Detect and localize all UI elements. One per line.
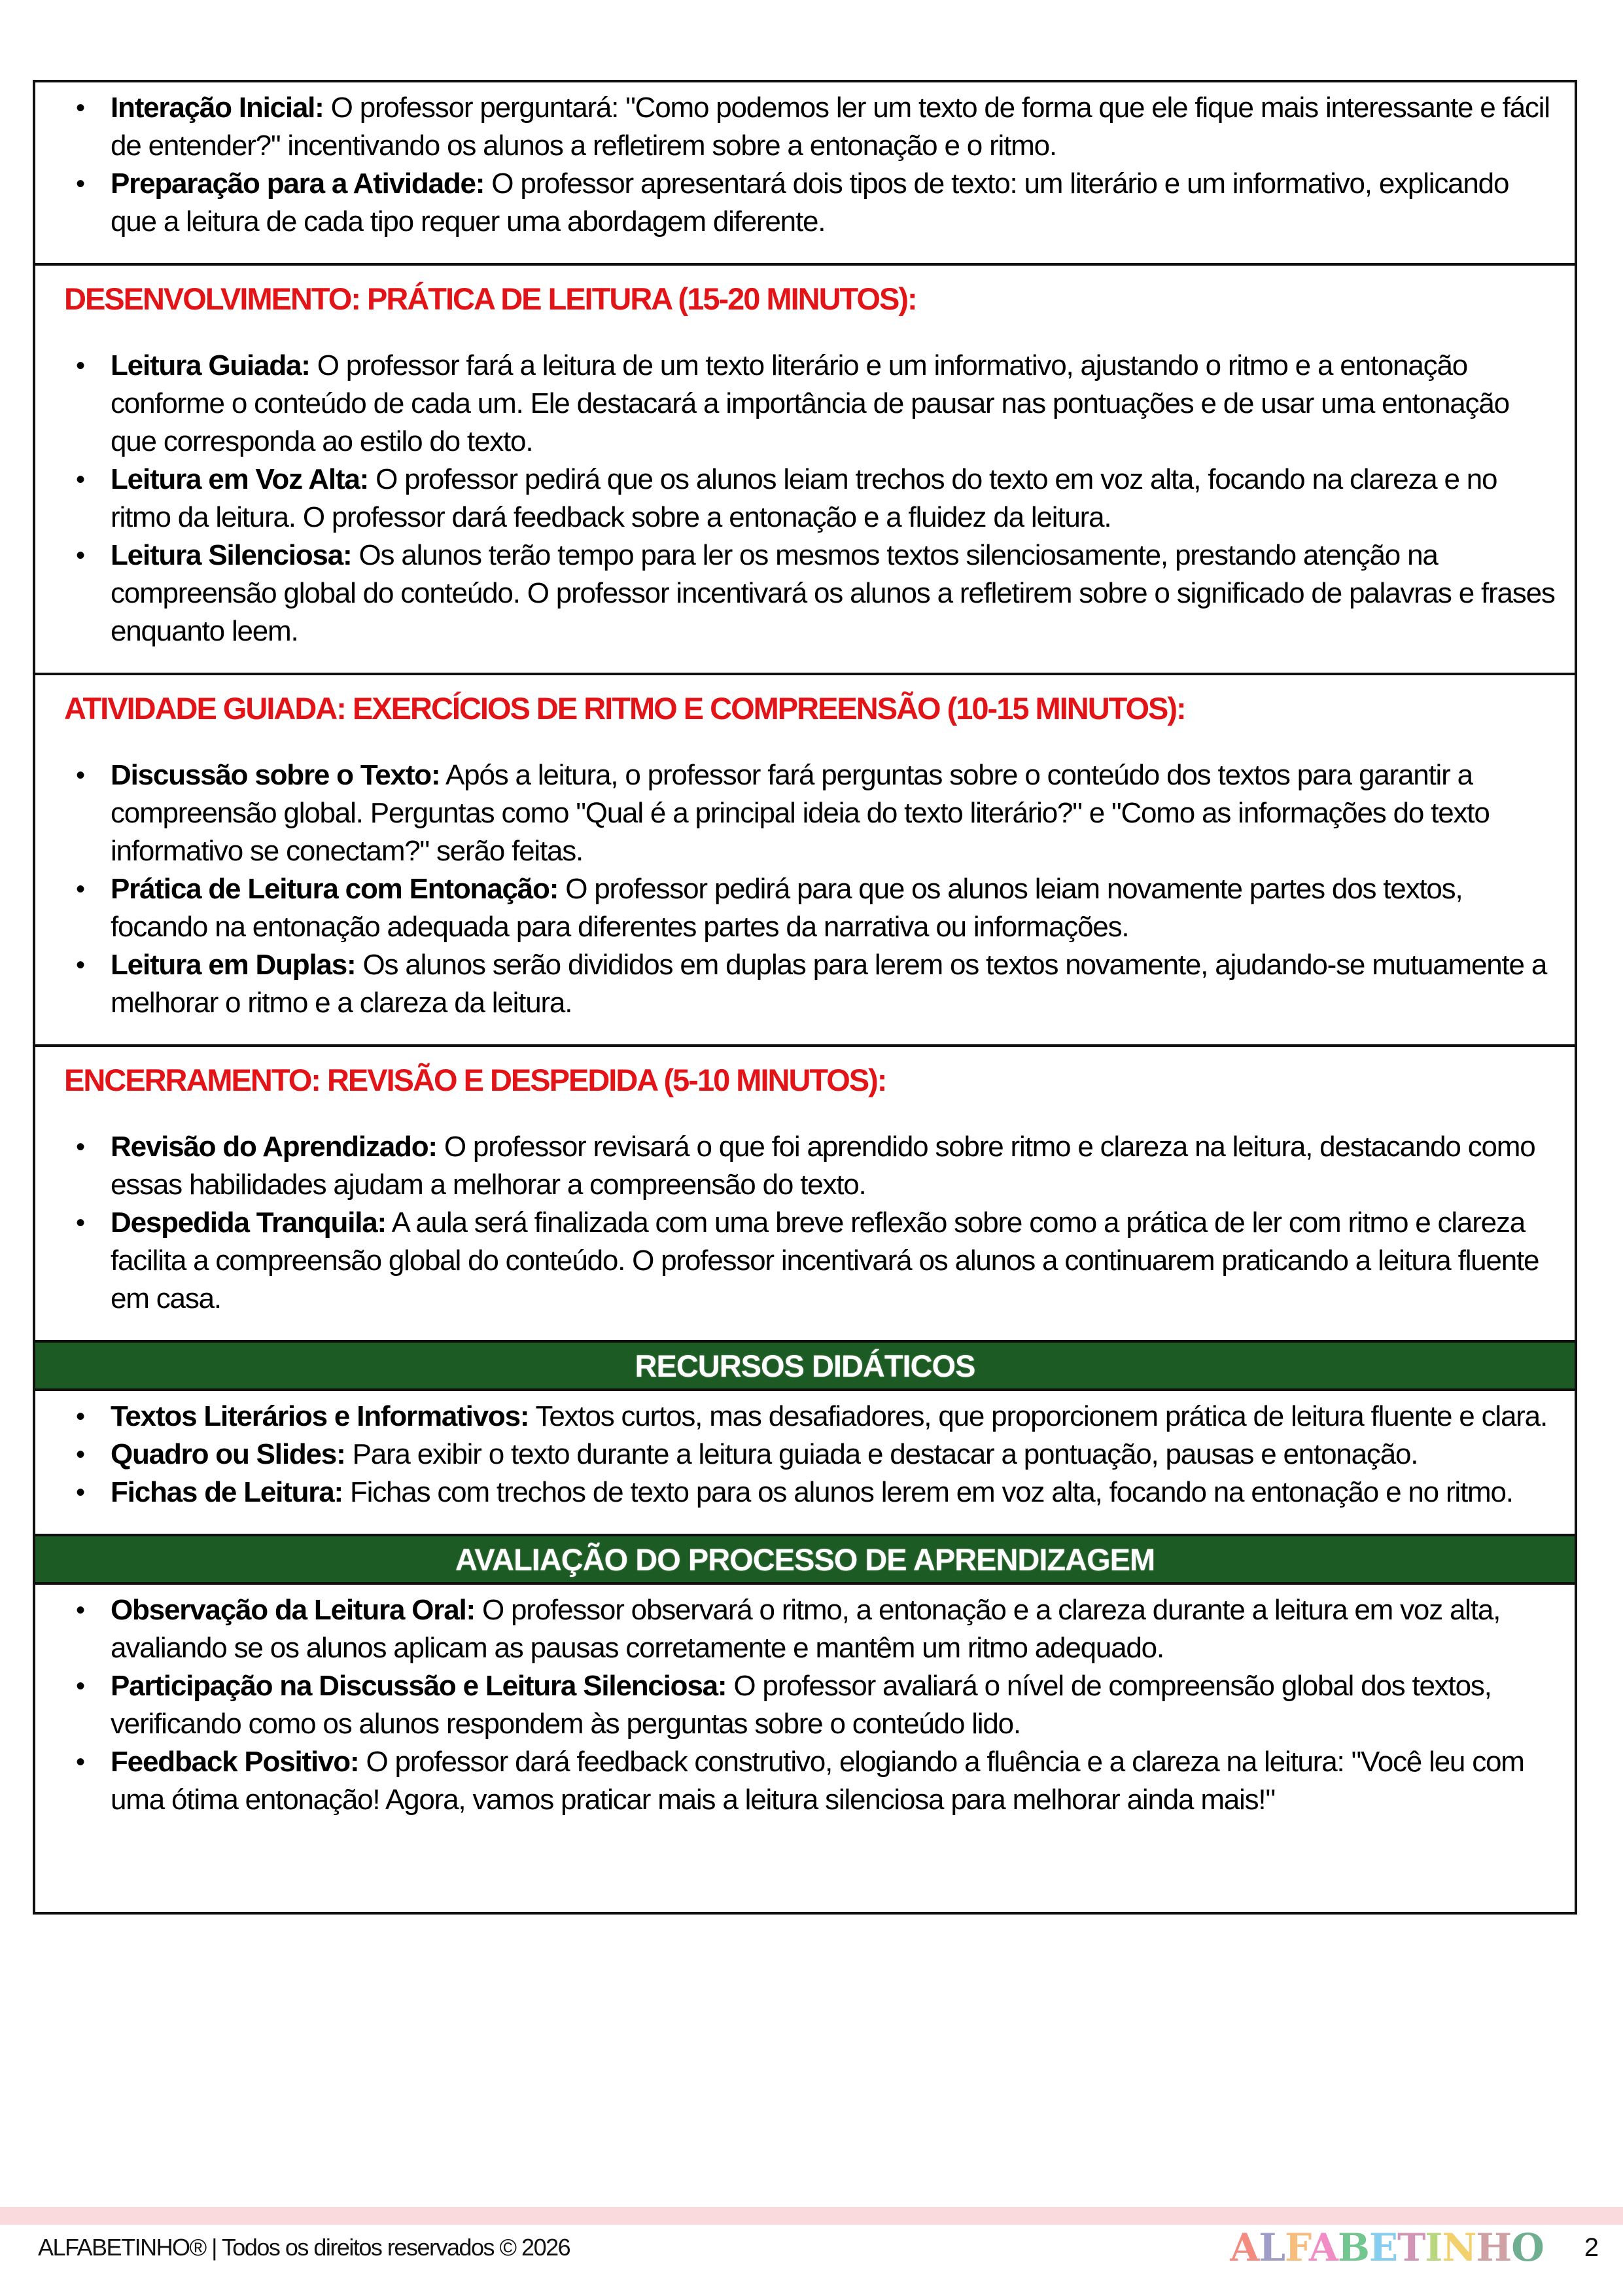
- item-text: O professor pedirá para que os alunos leiam novamente partes dos textos, focando na entonação adequada para diferentes partes da narrativa ou informações.: [111, 873, 1463, 943]
- list-item: [35, 347, 1558, 461]
- list-item: [35, 1591, 1558, 1667]
- item-label: Observação da Leitura Oral:: [111, 1594, 475, 1626]
- section-atividade-guiada: [33, 673, 1577, 1047]
- item-text: O professor avaliará o nível de compreensão global dos textos, verificando como os alunos respondem às perguntas sobre o conteúdo lido.: [111, 1670, 1492, 1740]
- item-label: Textos Literários e Informativos:: [111, 1400, 529, 1432]
- item-label: Leitura Silenciosa:: [111, 539, 352, 571]
- list-item: [35, 946, 1558, 1022]
- footer-right-group: [1230, 2225, 1598, 2270]
- bullet-icon: •: [76, 169, 84, 198]
- footer-pink-band: [0, 2207, 1623, 2225]
- section-introducao-continuacao: [33, 80, 1577, 266]
- item-text: A aula será finalizada com uma breve reflexão sobre como a prática de ler com ritmo e clareza facilita a compreensão global do conteúdo. O professor incentivará os alunos a continuarem praticando a leitura fluente em casa.: [111, 1207, 1539, 1315]
- item-label: Leitura Guiada:: [111, 349, 310, 381]
- item-text: Textos curtos, mas desafiadores, que proporcionem prática de leitura fluente e clara.: [535, 1400, 1547, 1432]
- logo-letter: A: [1230, 2225, 1259, 2270]
- list-item: [35, 461, 1558, 537]
- bullet-icon: •: [76, 875, 84, 904]
- list-item: [35, 1204, 1558, 1318]
- alfabetinho-logo: [1230, 2225, 1544, 2270]
- item-label: Preparação para a Atividade:: [111, 168, 485, 200]
- item-text: Após a leitura, o professor fará perguntas sobre o conteúdo dos textos para garantir a compreensão global. Perguntas como "Qual é a principal ideia do texto literário?" e "Como as informações do texto informativo se conectam?" serão feitas.: [111, 759, 1490, 867]
- section-heading: ENCERRAMENTO: REVISÃO E DESPEDIDA (5-10 MINUTOS):: [64, 1063, 886, 1097]
- section-heading: ATIVIDADE GUIADA: EXERCÍCIOS DE RITMO E COMPREENSÃO (10-15 MINUTOS):: [64, 691, 1185, 726]
- item-label: Discussão sobre o Texto:: [111, 759, 440, 791]
- banner-title: RECURSOS DIDÁTICOS: [635, 1348, 975, 1383]
- item-text: O professor observará o ritmo, a entonação e a clareza durante a leitura em voz alta, avaliando se os alunos aplicam as pausas corretamente e mantêm um ritmo adequado.: [111, 1594, 1501, 1664]
- item-text: O professor fará a leitura de um texto literário e um informativo, ajustando o ritmo e a entonação conforme o conteúdo de cada um. Ele destacará a importância de pausar nas pontuações e de usar uma entonação que corresponda ao estilo do texto.: [111, 349, 1509, 457]
- item-text: Fichas com trechos de texto para os alunos lerem em voz alta, focando na entonação e no ritmo.: [349, 1476, 1513, 1508]
- item-label: Interação Inicial:: [111, 92, 324, 124]
- document-sections: [33, 80, 1577, 1915]
- footer: [38, 2223, 1598, 2272]
- item-label: Quadro ou Slides:: [111, 1438, 345, 1470]
- bullet-icon: •: [76, 465, 84, 494]
- section-avaliacao-lista: [33, 1582, 1577, 1915]
- page-number: 2: [1584, 2233, 1598, 2262]
- item-text: O professor pedirá que os alunos leiam trechos do texto em voz alta, focando na clareza e no ritmo da leitura. O professor dará feedback sobre a entonação e a fluidez da leitura.: [111, 463, 1497, 533]
- list-item: [35, 1436, 1558, 1474]
- bullet-list: [35, 1128, 1575, 1318]
- logo-letter: N: [1442, 2225, 1476, 2270]
- section-encerramento: [33, 1044, 1577, 1343]
- section-desenvolvimento: [33, 263, 1577, 675]
- list-item: [35, 165, 1558, 241]
- bullet-list: [35, 347, 1575, 650]
- item-text: Para exibir o texto durante a leitura guiada e destacar a pontuação, pausas e entonação.: [352, 1438, 1418, 1470]
- item-label: Feedback Positivo:: [111, 1746, 359, 1778]
- list-item: [35, 1474, 1558, 1511]
- bullet-icon: •: [76, 1133, 84, 1161]
- item-label: Despedida Tranquila:: [111, 1207, 386, 1239]
- footer-copyright: ALFABETINHO® | Todos os direitos reservados © 2026: [38, 2234, 570, 2261]
- bullet-icon: •: [76, 94, 84, 122]
- item-label: Revisão do Aprendizado:: [111, 1131, 437, 1163]
- bullet-list: [35, 1398, 1575, 1511]
- item-label: Fichas de Leitura:: [111, 1476, 343, 1508]
- list-item: [35, 537, 1558, 650]
- bullet-icon: •: [76, 541, 84, 570]
- item-text: O professor revisará o que foi aprendido sobre ritmo e clareza na leitura, destacando como essas habilidades ajudam a melhorar a compreensão do texto.: [111, 1131, 1535, 1201]
- bullet-list: [35, 89, 1575, 241]
- bullet-icon: •: [76, 1478, 84, 1507]
- bullet-list: [35, 1591, 1575, 1819]
- item-text: O professor dará feedback construtivo, elogiando a fluência e a clareza na leitura: "Você leu com uma ótima entonação! Agora, vamos praticar mais a leitura silenciosa para melhorar ainda mais!": [111, 1746, 1524, 1816]
- logo-letter: E: [1369, 2225, 1398, 2270]
- item-text: Os alunos terão tempo para ler os mesmos textos silenciosamente, prestando atenção na compreensão global do conteúdo. O professor incentivará os alunos a refletirem sobre o significado de palavras e frases enquanto leem.: [111, 539, 1555, 647]
- list-item: [35, 1128, 1558, 1204]
- list-item: [35, 870, 1558, 946]
- item-label: Participação na Discussão e Leitura Silenciosa:: [111, 1670, 727, 1702]
- bullet-icon: •: [76, 1596, 84, 1625]
- logo-letter: B: [1337, 2225, 1369, 2270]
- logo-letter: H: [1476, 2225, 1512, 2270]
- bullet-list: [35, 756, 1575, 1022]
- bullet-icon: •: [76, 1402, 84, 1431]
- bullet-icon: •: [76, 1748, 84, 1776]
- bullet-icon: •: [76, 951, 84, 980]
- item-text: O professor apresentará dois tipos de texto: um literário e um informativo, explicando que a leitura de cada tipo requer uma abordagem diferente.: [111, 168, 1509, 238]
- list-item: [35, 1398, 1558, 1436]
- logo-letter: O: [1511, 2225, 1544, 2270]
- banner-title: AVALIAÇÃO DO PROCESSO DE APRENDIZAGEM: [455, 1542, 1155, 1577]
- section-recursos-didaticos-lista: [33, 1388, 1577, 1536]
- section-heading: DESENVOLVIMENTO: PRÁTICA DE LEITURA (15-20 MINUTOS):: [64, 281, 916, 316]
- list-item: [35, 1667, 1558, 1743]
- section-banner-avaliacao-processo: [33, 1534, 1577, 1585]
- section-banner-recursos-didaticos: [33, 1340, 1577, 1391]
- bullet-icon: •: [76, 351, 84, 380]
- bullet-icon: •: [76, 1209, 84, 1237]
- logo-letter: A: [1308, 2225, 1338, 2270]
- logo-letter: T: [1397, 2225, 1425, 2270]
- item-label: Leitura em Duplas:: [111, 949, 356, 981]
- bullet-icon: •: [76, 761, 84, 790]
- item-label: Prática de Leitura com Entonação:: [111, 873, 559, 905]
- list-item: [35, 1743, 1558, 1819]
- logo-letter: I: [1425, 2225, 1442, 2270]
- list-item: [35, 89, 1558, 165]
- logo-letter: F: [1285, 2225, 1309, 2270]
- bullet-icon: •: [76, 1440, 84, 1469]
- item-text: Os alunos serão divididos em duplas para lerem os textos novamente, ajudando-se mutuamente a melhorar o ritmo e a clareza da leitura.: [111, 949, 1547, 1019]
- item-text: O professor perguntará: "Como podemos ler um texto de forma que ele fique mais interessante e fácil de entender?" incentivando os alunos a refletirem sobre a entonação e o ritmo.: [111, 92, 1550, 162]
- logo-letter: L: [1259, 2225, 1285, 2270]
- list-item: [35, 756, 1558, 870]
- item-label: Leitura em Voz Alta:: [111, 463, 369, 495]
- bullet-icon: •: [76, 1672, 84, 1701]
